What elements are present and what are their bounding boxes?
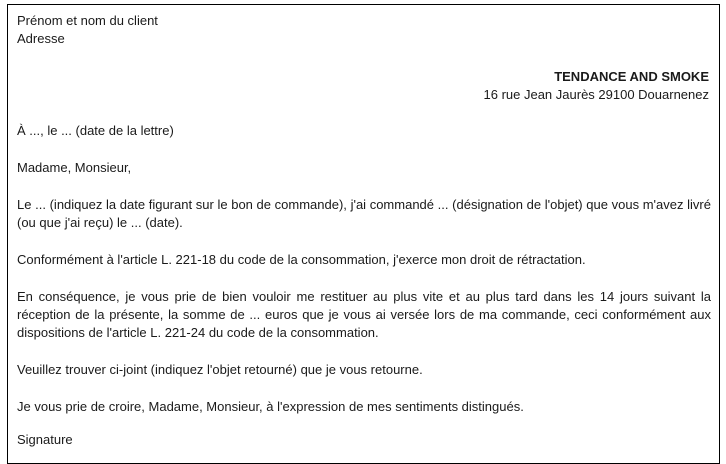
place-date: À ..., le ... (date de la lettre) (17, 123, 174, 138)
paragraph-return: Veuillez trouver ci-joint (indiquez l'objet retourné) que je vous retourne. (17, 362, 423, 377)
signature: Signature (17, 432, 73, 447)
paragraph-closing: Je vous prie de croire, Madame, Monsieur, à l'expression de mes sentiments distingués. (17, 399, 524, 414)
paragraph-refund: En conséquence, je vous prie de bien vouloir me restituer au plus vite et au plus tard dans les 14 jours suivant la réception de la présente, la somme de ... euros que je vous ai versée lors de ma commande, ceci conformément aux dispositions de l'article L. 221-24 du code de la consommation. (17, 289, 711, 340)
client-name: Prénom et nom du client (17, 13, 158, 28)
letter-frame (7, 4, 720, 464)
recipient-address: 16 rue Jean Jaurès 29100 Douarnenez (483, 87, 709, 102)
paragraph-order: Le ... (indiquez la date figurant sur le bon de commande), j'ai commandé ... (désignation de l'objet) que vous m'avez livré (ou que j'ai reçu) le ... (date). (17, 197, 711, 230)
client-address: Adresse (17, 31, 65, 46)
recipient-company: TENDANCE AND SMOKE (554, 69, 709, 84)
paragraph-withdrawal: Conformément à l'article L. 221-18 du code de la consommation, j'exerce mon droit de rétractation. (17, 252, 586, 267)
salutation: Madame, Monsieur, (17, 160, 132, 175)
